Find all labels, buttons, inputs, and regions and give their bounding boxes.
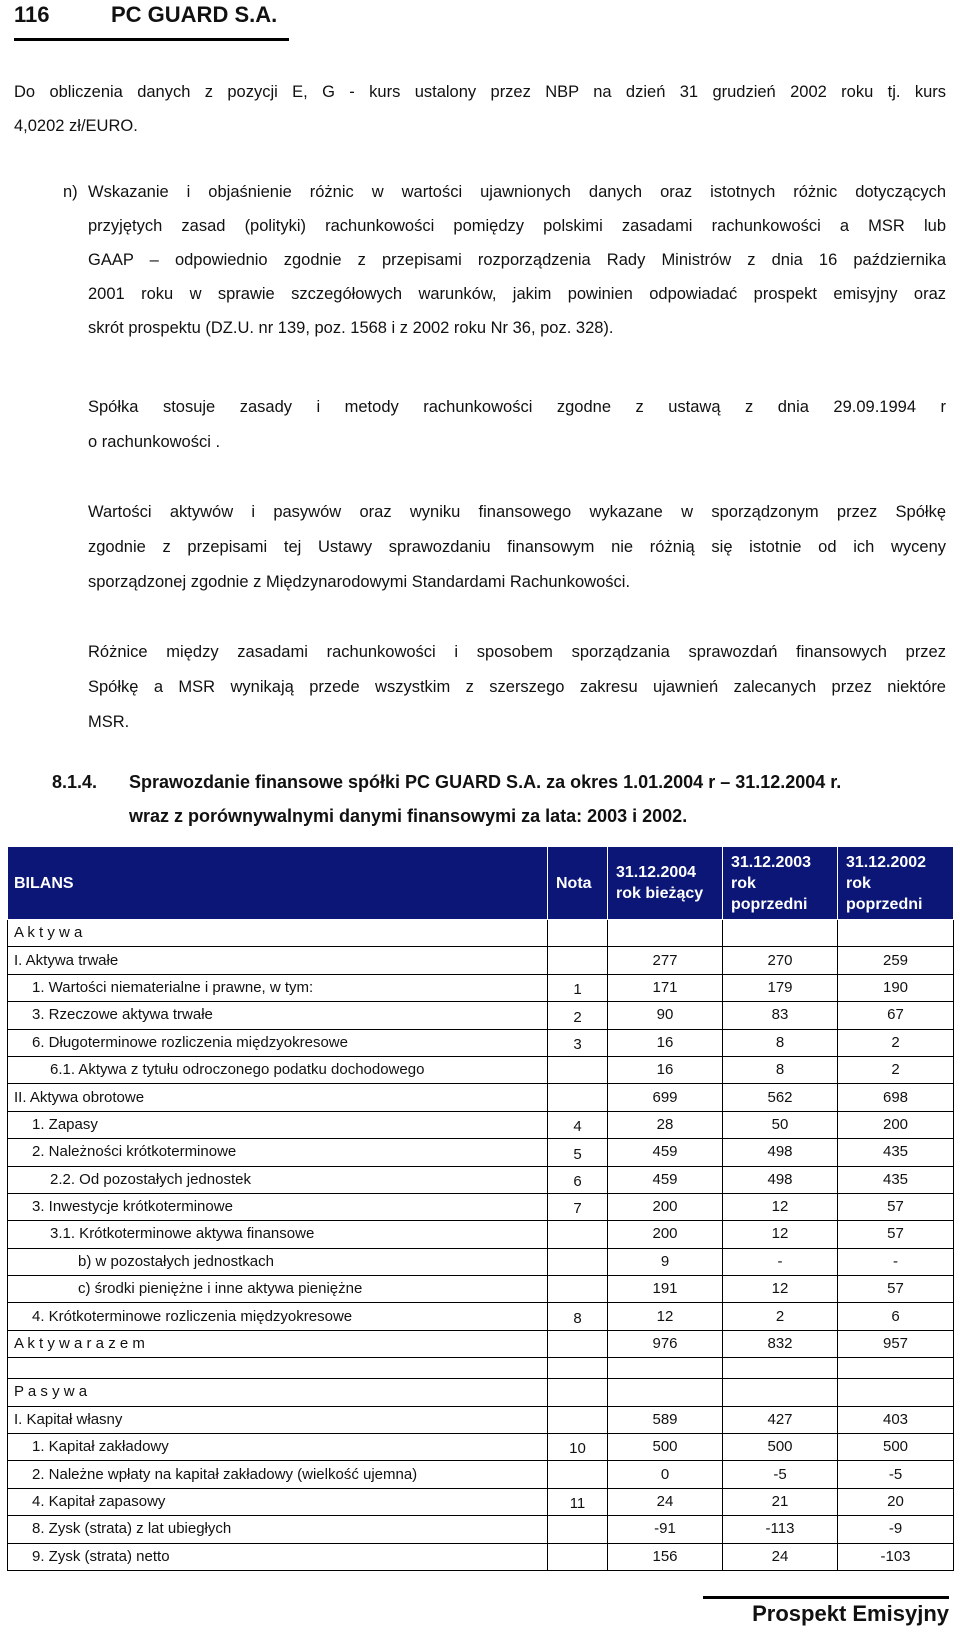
- company-name: PC GUARD S.A.: [111, 2, 278, 27]
- row-value-2003: 8: [723, 1056, 838, 1083]
- header-2002: 31.12.2002 rok poprzedni: [838, 847, 954, 920]
- row-value-2003: 562: [723, 1084, 838, 1111]
- row-value-2003: -113: [723, 1516, 838, 1543]
- row-nota: 2: [548, 1002, 608, 1029]
- row-value-2003: 12: [723, 1221, 838, 1248]
- row-nota: [548, 1406, 608, 1433]
- row-value-2004: 459: [608, 1166, 723, 1193]
- row-nota: [548, 1516, 608, 1543]
- spacer-row: [8, 1358, 954, 1379]
- row-value-2002: 190: [838, 974, 954, 1001]
- item-n-line: Wskazanie i objaśnienie różnic w wartości ujawnionych danych oraz istotnych różnic dotyczących: [88, 183, 946, 201]
- table-row: [8, 1543, 954, 1570]
- row-value-2004: 976: [608, 1330, 723, 1357]
- valuation-line: zgodnie z przepisami tej Ustawy sprawozdaniu finansowym nie różnią się istotnie od ich wyceny: [88, 538, 946, 556]
- row-nota: 5: [548, 1139, 608, 1166]
- row-value-2003: 500: [723, 1434, 838, 1461]
- page-header: [14, 0, 289, 41]
- row-value-2003: 21: [723, 1488, 838, 1515]
- table-row: [8, 1221, 954, 1248]
- item-n-line: 2001 roku w sprawie szczegółowych warunków, jakim powinien odpowiadać prospekt emisyjny oraz: [88, 285, 946, 303]
- table-row: [8, 920, 954, 947]
- row-value-2002: 2: [838, 1029, 954, 1056]
- table-row: [8, 1029, 954, 1056]
- row-nota: [548, 1330, 608, 1357]
- row-nota: [548, 1084, 608, 1111]
- row-value-2002: 57: [838, 1193, 954, 1220]
- row-value-2002: 57: [838, 1276, 954, 1303]
- item-n-line: przyjętych zasad (polityki) rachunkowości pomiędzy polskimi zasadami rachunkowości a MSR lub: [88, 217, 946, 235]
- row-value-2003: [723, 920, 838, 947]
- table-row: [8, 1434, 954, 1461]
- row-value-2004: 156: [608, 1543, 723, 1570]
- row-value-2003: 498: [723, 1166, 838, 1193]
- section-number: 8.1.4.: [52, 772, 98, 792]
- row-label: 4. Kapitał zapasowy: [8, 1488, 548, 1515]
- row-nota: 11: [548, 1488, 608, 1515]
- row-nota: 6: [548, 1166, 608, 1193]
- row-label: 9. Zysk (strata) netto: [8, 1543, 548, 1570]
- footer-label: Prospekt Emisyjny: [752, 1601, 949, 1626]
- row-nota: 8: [548, 1303, 608, 1330]
- row-value-2003: 24: [723, 1543, 838, 1570]
- row-value-2003: 270: [723, 947, 838, 974]
- row-value-2002: -103: [838, 1543, 954, 1570]
- row-label: A k t y w a r a z e m: [8, 1330, 548, 1357]
- exchange-rate-line-2: 4,0202 zł/EURO.: [14, 117, 138, 135]
- row-value-2002: -5: [838, 1461, 954, 1488]
- row-value-2002: 2: [838, 1056, 954, 1083]
- row-nota: 4: [548, 1111, 608, 1138]
- row-value-2002: 200: [838, 1111, 954, 1138]
- accounting-policy-line: Spółka stosuje zasady i metody rachunkowości zgodne z ustawą z dnia 29.09.1994 r: [88, 398, 946, 416]
- table-row: [8, 1303, 954, 1330]
- differences-line: MSR.: [88, 713, 130, 731]
- balance-sheet-table: [7, 846, 954, 1571]
- row-label: 1. Wartości niematerialne i prawne, w tym:: [8, 974, 548, 1001]
- row-value-2003: 832: [723, 1330, 838, 1357]
- row-value-2004: 699: [608, 1084, 723, 1111]
- row-value-2003: 498: [723, 1139, 838, 1166]
- row-value-2002: 20: [838, 1488, 954, 1515]
- row-value-2002: -: [838, 1248, 954, 1275]
- row-value-2002: 67: [838, 1002, 954, 1029]
- row-label: 2. Należności krótkoterminowe: [8, 1139, 548, 1166]
- table-row: [8, 1139, 954, 1166]
- row-nota: 1: [548, 974, 608, 1001]
- row-nota: 7: [548, 1193, 608, 1220]
- header-2004: 31.12.2004 rok bieżący: [608, 847, 723, 920]
- table-row: [8, 974, 954, 1001]
- row-value-2004: [608, 920, 723, 947]
- valuation-line: sporządzonej zgodnie z Międzynarodowymi Standardami Rachunkowości.: [88, 573, 631, 591]
- row-value-2002: 698: [838, 1084, 954, 1111]
- row-value-2002: [838, 1379, 954, 1406]
- row-label: 8. Zysk (strata) z lat ubiegłych: [8, 1516, 548, 1543]
- valuation-line: Wartości aktywów i pasywów oraz wyniku finansowego wykazane w sporządzonym przez Spółkę: [88, 503, 946, 521]
- row-label: II. Aktywa obrotowe: [8, 1084, 548, 1111]
- row-value-2002: 435: [838, 1166, 954, 1193]
- row-value-2004: 589: [608, 1406, 723, 1433]
- row-value-2004: 16: [608, 1029, 723, 1056]
- table-row: [8, 1084, 954, 1111]
- row-label: 1. Kapitał zakładowy: [8, 1434, 548, 1461]
- header-bilans: BILANS: [8, 847, 548, 920]
- row-value-2003: [723, 1379, 838, 1406]
- row-label: I. Aktywa trwałe: [8, 947, 548, 974]
- row-label: 4. Krótkoterminowe rozliczenia międzyokresowe: [8, 1303, 548, 1330]
- row-value-2004: 0: [608, 1461, 723, 1488]
- row-value-2002: 6: [838, 1303, 954, 1330]
- row-value-2002: 259: [838, 947, 954, 974]
- row-value-2002: 435: [838, 1139, 954, 1166]
- table-row: [8, 1056, 954, 1083]
- row-value-2004: 90: [608, 1002, 723, 1029]
- item-n-line: GAAP – odpowiednio zgodnie z przepisami rozporządzenia Rady Ministrów z dnia 16 października: [88, 251, 946, 269]
- item-n-line: skrót prospektu (DZ.U. nr 139, poz. 1568 i z 2002 roku Nr 36, poz. 328).: [88, 319, 614, 337]
- row-value-2003: 12: [723, 1193, 838, 1220]
- section-title-line-1: Sprawozdanie finansowe spółki PC GUARD S.A. za okres 1.01.2004 r – 31.12.2004 r.: [129, 772, 842, 792]
- row-label: 2.2. Od pozostałych jednostek: [8, 1166, 548, 1193]
- row-value-2002: 957: [838, 1330, 954, 1357]
- differences-line: Różnice między zasadami rachunkowości i sposobem sporządzania sprawozdań finansowych przez: [88, 643, 946, 661]
- row-label: 2. Należne wpłaty na kapitał zakładowy (wielkość ujemna): [8, 1461, 548, 1488]
- page-number: 116: [14, 2, 50, 27]
- row-label: 3.1. Krótkoterminowe aktywa finansowe: [8, 1221, 548, 1248]
- row-value-2003: 427: [723, 1406, 838, 1433]
- row-nota: [548, 1543, 608, 1570]
- row-value-2004: 500: [608, 1434, 723, 1461]
- row-value-2004: 24: [608, 1488, 723, 1515]
- row-label: 6.1. Aktywa z tytułu odroczonego podatku dochodowego: [8, 1056, 548, 1083]
- header-2003: 31.12.2003 rok poprzedni: [723, 847, 838, 920]
- row-value-2004: 200: [608, 1221, 723, 1248]
- row-value-2002: 500: [838, 1434, 954, 1461]
- row-nota: [548, 947, 608, 974]
- row-value-2004: 16: [608, 1056, 723, 1083]
- row-nota: [548, 1248, 608, 1275]
- row-value-2004: [608, 1379, 723, 1406]
- table-row: [8, 1193, 954, 1220]
- row-value-2002: 403: [838, 1406, 954, 1433]
- row-value-2002: 57: [838, 1221, 954, 1248]
- row-label: A k t y w a: [8, 920, 548, 947]
- row-nota: [548, 1461, 608, 1488]
- row-value-2004: 200: [608, 1193, 723, 1220]
- row-value-2004: 459: [608, 1139, 723, 1166]
- item-n-label: n): [63, 183, 78, 201]
- row-label: 3. Inwestycje krótkoterminowe: [8, 1193, 548, 1220]
- differences-line: Spółkę a MSR wynikają przede wszystkim z szerszego zakresu ujawnień zalecanych przez niektóre: [88, 678, 946, 696]
- row-nota: 10: [548, 1434, 608, 1461]
- row-value-2003: -: [723, 1248, 838, 1275]
- row-nota: [548, 1221, 608, 1248]
- row-value-2002: [838, 920, 954, 947]
- row-value-2003: 83: [723, 1002, 838, 1029]
- table-row: [8, 1488, 954, 1515]
- page-footer: [703, 1596, 949, 1637]
- header-nota: Nota: [548, 847, 608, 920]
- row-value-2003: 179: [723, 974, 838, 1001]
- row-value-2004: -91: [608, 1516, 723, 1543]
- row-value-2003: 50: [723, 1111, 838, 1138]
- table-row: [8, 1111, 954, 1138]
- table-row: [8, 1248, 954, 1275]
- table-row: [8, 947, 954, 974]
- exchange-rate-line-1: Do obliczenia danych z pozycji E, G - kurs ustalony przez NBP na dzień 31 grudzień 2002 roku tj. kurs: [14, 83, 946, 101]
- row-value-2004: 12: [608, 1303, 723, 1330]
- row-value-2003: 8: [723, 1029, 838, 1056]
- row-value-2004: 9: [608, 1248, 723, 1275]
- row-nota: [548, 1379, 608, 1406]
- row-nota: [548, 1056, 608, 1083]
- table-header-row: [8, 847, 954, 920]
- table-row: [8, 1166, 954, 1193]
- row-value-2003: 2: [723, 1303, 838, 1330]
- row-nota: [548, 920, 608, 947]
- row-value-2004: 171: [608, 974, 723, 1001]
- row-nota: [548, 1276, 608, 1303]
- accounting-policy-line: o rachunkowości .: [88, 433, 221, 451]
- table-row: [8, 1461, 954, 1488]
- row-label: P a s y w a: [8, 1379, 548, 1406]
- row-label: b) w pozostałych jednostkach: [8, 1248, 548, 1275]
- row-label: 3. Rzeczowe aktywa trwałe: [8, 1002, 548, 1029]
- row-value-2004: 28: [608, 1111, 723, 1138]
- row-value-2004: 277: [608, 947, 723, 974]
- row-nota: 3: [548, 1029, 608, 1056]
- table-row: [8, 1276, 954, 1303]
- row-value-2002: -9: [838, 1516, 954, 1543]
- table-row: [8, 1379, 954, 1406]
- table-row: [8, 1330, 954, 1357]
- row-label: c) środki pieniężne i inne aktywa pieniężne: [8, 1276, 548, 1303]
- row-value-2003: -5: [723, 1461, 838, 1488]
- section-title-line-2: wraz z porównywalnymi danymi finansowymi za lata: 2003 i 2002.: [129, 806, 688, 826]
- table-row: [8, 1002, 954, 1029]
- row-label: 1. Zapasy: [8, 1111, 548, 1138]
- row-label: 6. Długoterminowe rozliczenia międzyokresowe: [8, 1029, 548, 1056]
- table-row: [8, 1406, 954, 1433]
- row-label: I. Kapitał własny: [8, 1406, 548, 1433]
- row-value-2003: 12: [723, 1276, 838, 1303]
- row-value-2004: 191: [608, 1276, 723, 1303]
- table-row: [8, 1516, 954, 1543]
